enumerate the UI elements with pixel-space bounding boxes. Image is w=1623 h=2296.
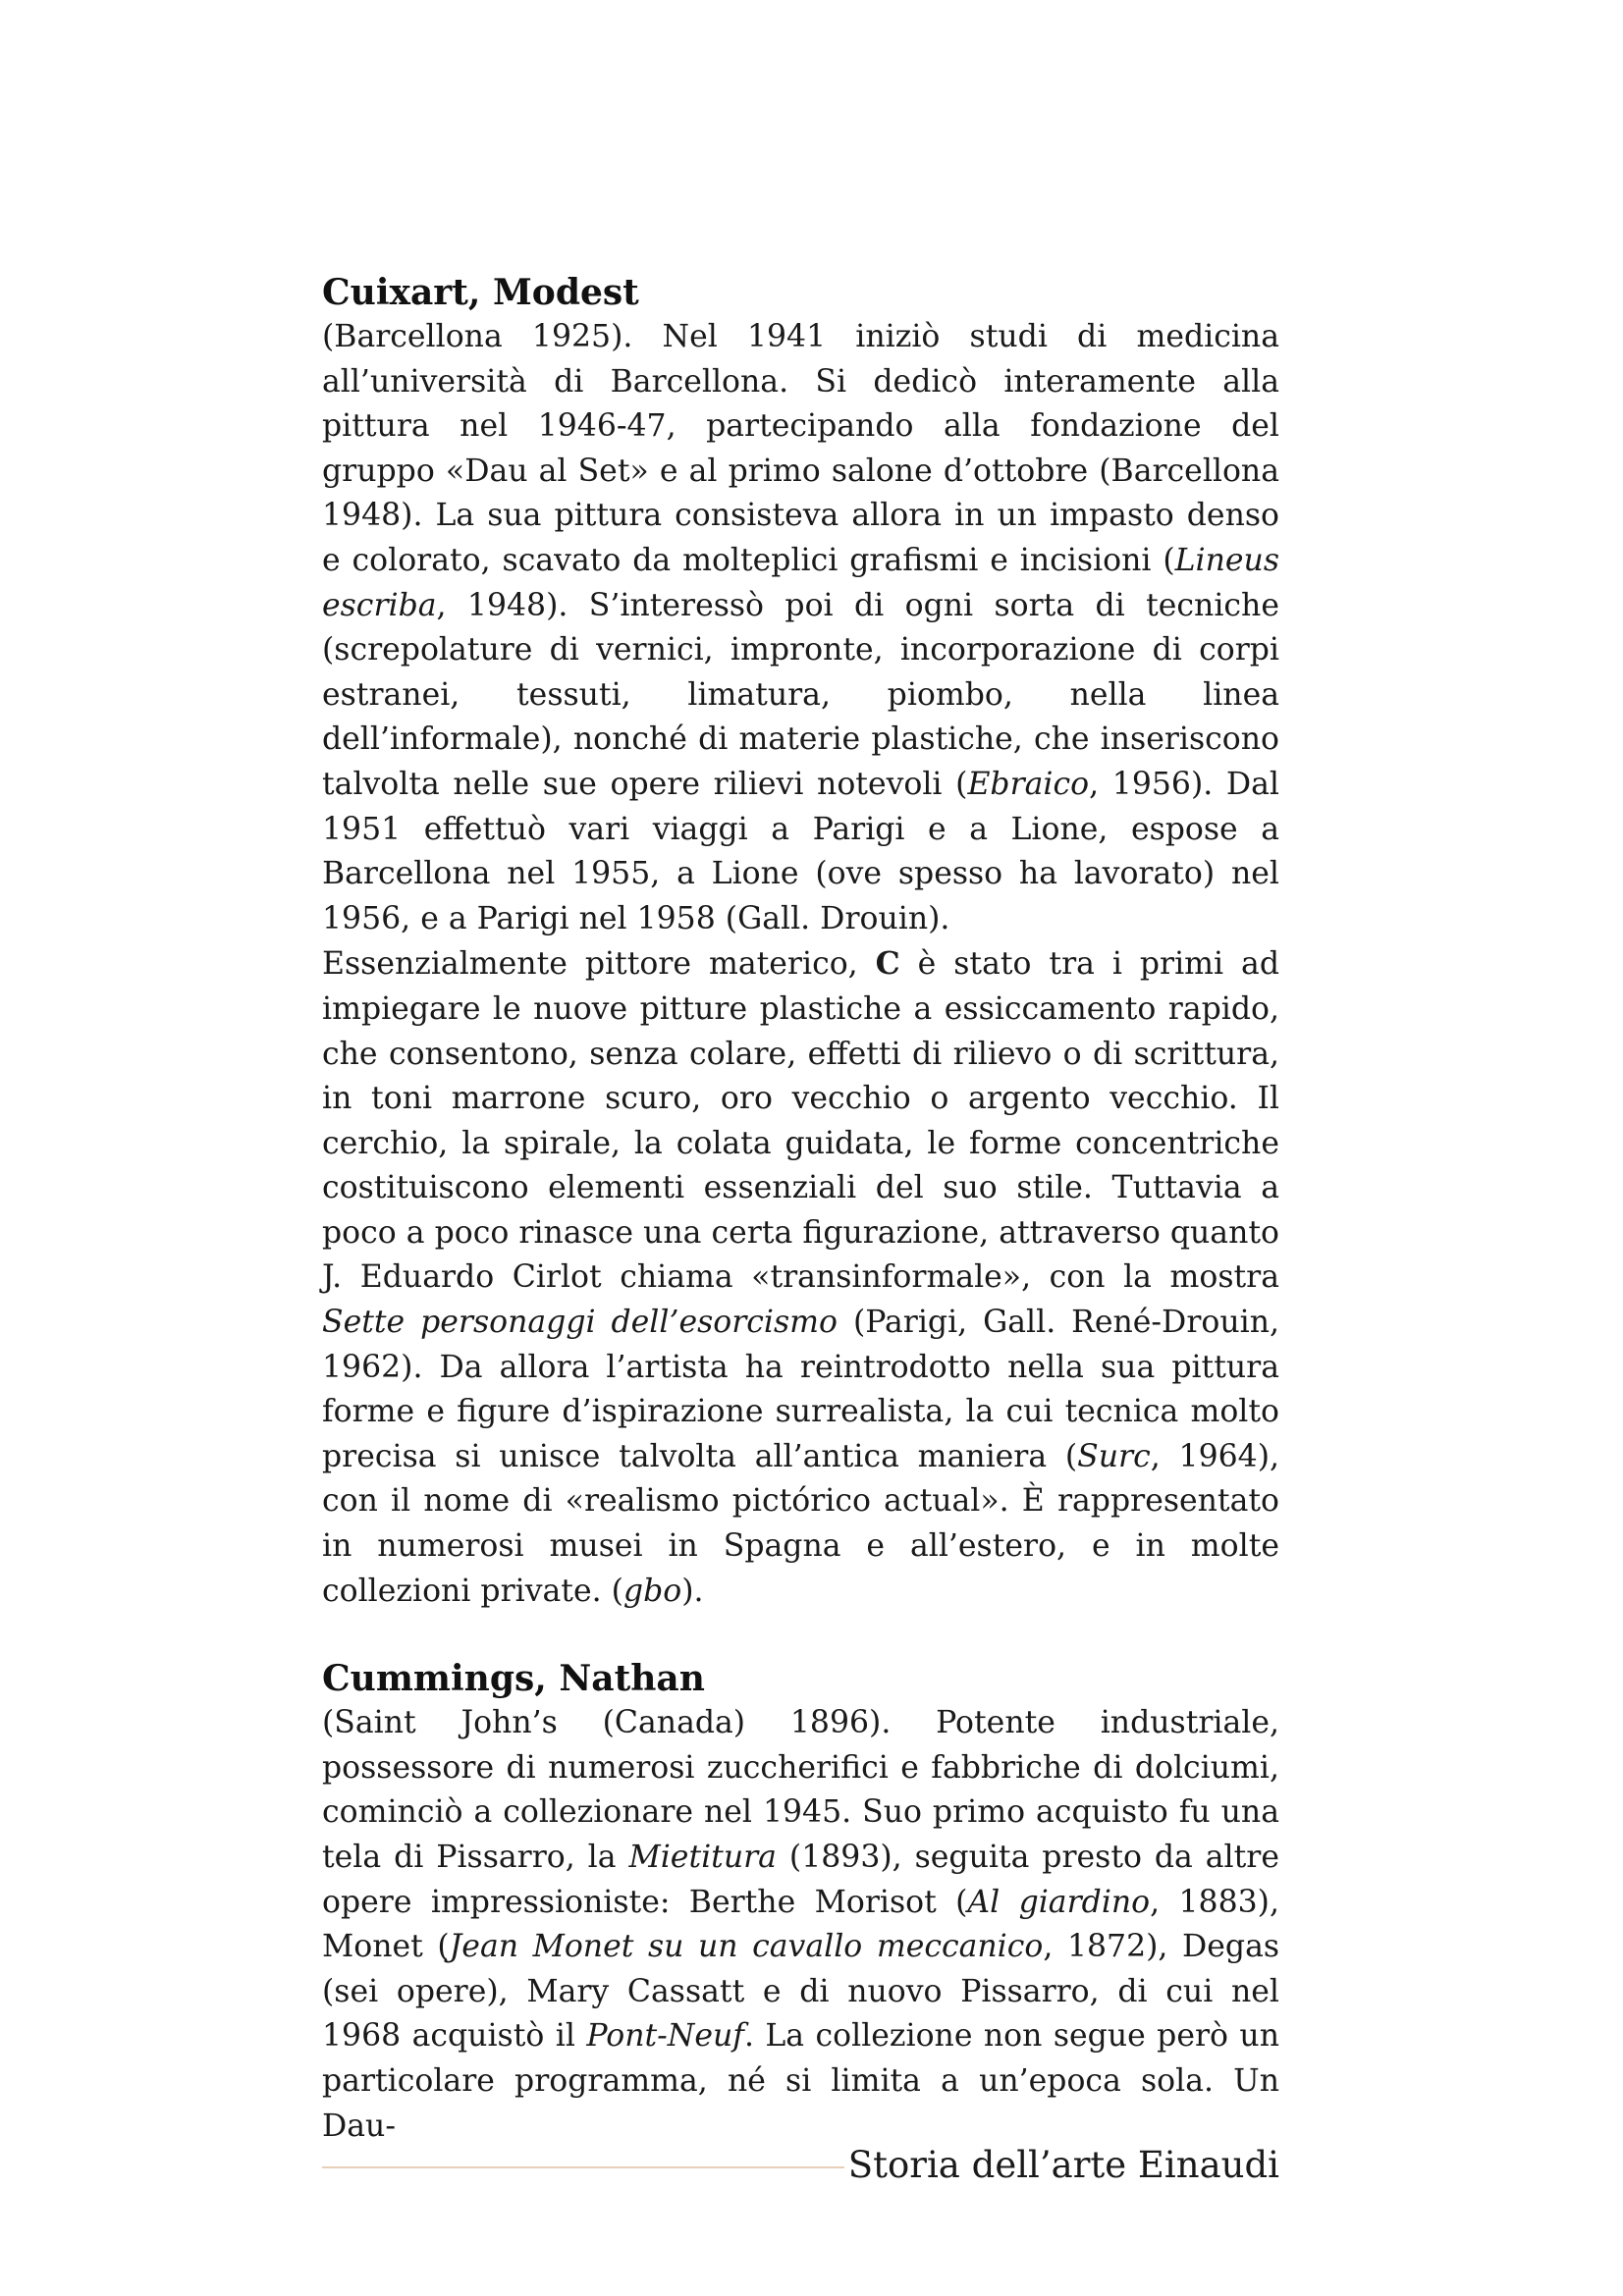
entry-paragraph (322, 315, 1279, 941)
text-run: . La collezione non segue però un particolare programma, né si limita a un’epoca sola. Un Dau- (322, 2018, 1280, 2144)
italic-title: Jean Monet su un cavallo meccanico (449, 1929, 1044, 1965)
italic-title: Surc (1077, 1438, 1151, 1474)
entry-paragraph (322, 941, 1279, 1614)
italic-title: Lineus escriba (322, 542, 1279, 623)
bold-abbrev: C (875, 945, 900, 983)
text-run: (Barcellona 1925). Nel 1941 iniziò studi di medicina all’università di Barcellona. Si dedicò interamente alla pittura nel 1946-47, partecipando alla fondazione del gruppo «Dau al Set» e al primo salone d’ottobre (Barcellona 1948). La sua pittura consisteva allora in un impasto denso e colorato, scavato da molteplici grafismi e incisioni ( (322, 319, 1279, 578)
text-run: (1893), seguita presto da altre opere impressioniste: Berthe Morisot ( (322, 1840, 1279, 1920)
text-run: , 1883), Monet ( (322, 1884, 1279, 1965)
italic-title: gbo (622, 1573, 682, 1609)
text-run: , 1964), con il nome di «realismo pictórico actual». È rappresentato in numerosi musei in Spagna e all’estero, e in molte collezioni private. ( (322, 1438, 1279, 1609)
text-run: , 1956). Dal 1951 effettuò vari viaggi a Parigi e a Lione, espose a Barcellona nel 1955, a Lione (ove spesso ha lavorato) nel 1956, e a Parigi nel 1958 (Gall. Drouin). (322, 766, 1279, 936)
footer-rule (322, 2166, 844, 2168)
italic-title: Pont-Neuf (586, 2018, 744, 2055)
italic-title: Ebraico (967, 766, 1090, 802)
text-run: , 1872), Degas (sei opere), Mary Cassatt e di nuovo Pissarro, di cui nel 1968 acquistò il (322, 1929, 1280, 2055)
text-run: Essenzialmente pittore materico, (322, 946, 876, 983)
footer-publication-title: Storia dell’arte Einaudi (847, 2144, 1279, 2186)
italic-title: Al giardino (967, 1884, 1151, 1920)
entry-heading: Cummings, Nathan (322, 1658, 705, 1700)
italic-title: Sette personaggi dell’esorcismo (322, 1305, 839, 1341)
text-run: (Parigi, Gall. René-Drouin, 1962). Da allora l’artista ha reintrodotto nella sua pittura forme e figure d’ispirazione surrealista, la cui tecnica molto precisa si unisce talvolta all’antica maniera ( (322, 1305, 1280, 1474)
text-run: (Saint John’s (Canada) 1896). Potente industriale, possessore di numerosi zuccherifici e fabbriche di dolciumi, cominciò a collezionare nel 1945. Suo primo acquisto fu una tela di Pissarro, la (322, 1705, 1279, 1875)
entry-paragraph (322, 1701, 1279, 2149)
italic-title: Mietitura (628, 1840, 777, 1875)
text-run: ). (681, 1573, 704, 1609)
text-column (322, 271, 1279, 2149)
entry-spacer (322, 1614, 1279, 1657)
entry-heading: Cuixart, Modest (322, 272, 639, 313)
text-run: , 1948). S’interessò poi di ogni sorta di tecniche (screpolature di vernici, impronte, incorporazione di corpi estranei, tessuti, limatura, piombo, nella linea dell’informale), nonché di materie plastiche, che inseriscono talvolta nelle sue opere rilievi notevoli ( (322, 587, 1279, 802)
text-run: è stato tra i primi ad impiegare le nuove pitture plastiche a essiccamento rapido, che consentono, senza colare, effetti di rilievo o di scrittura, in toni marrone scuro, oro vecchio o argento vecchio. Il cerchio, la spirale, la colata guidata, le forme concentriche costituiscono elementi essenziali del suo stile. Tuttavia a poco a poco rinasce una certa figurazione, attraverso quanto J. Eduardo Cirlot chiama «transinformale», con la mostra (322, 946, 1280, 1296)
